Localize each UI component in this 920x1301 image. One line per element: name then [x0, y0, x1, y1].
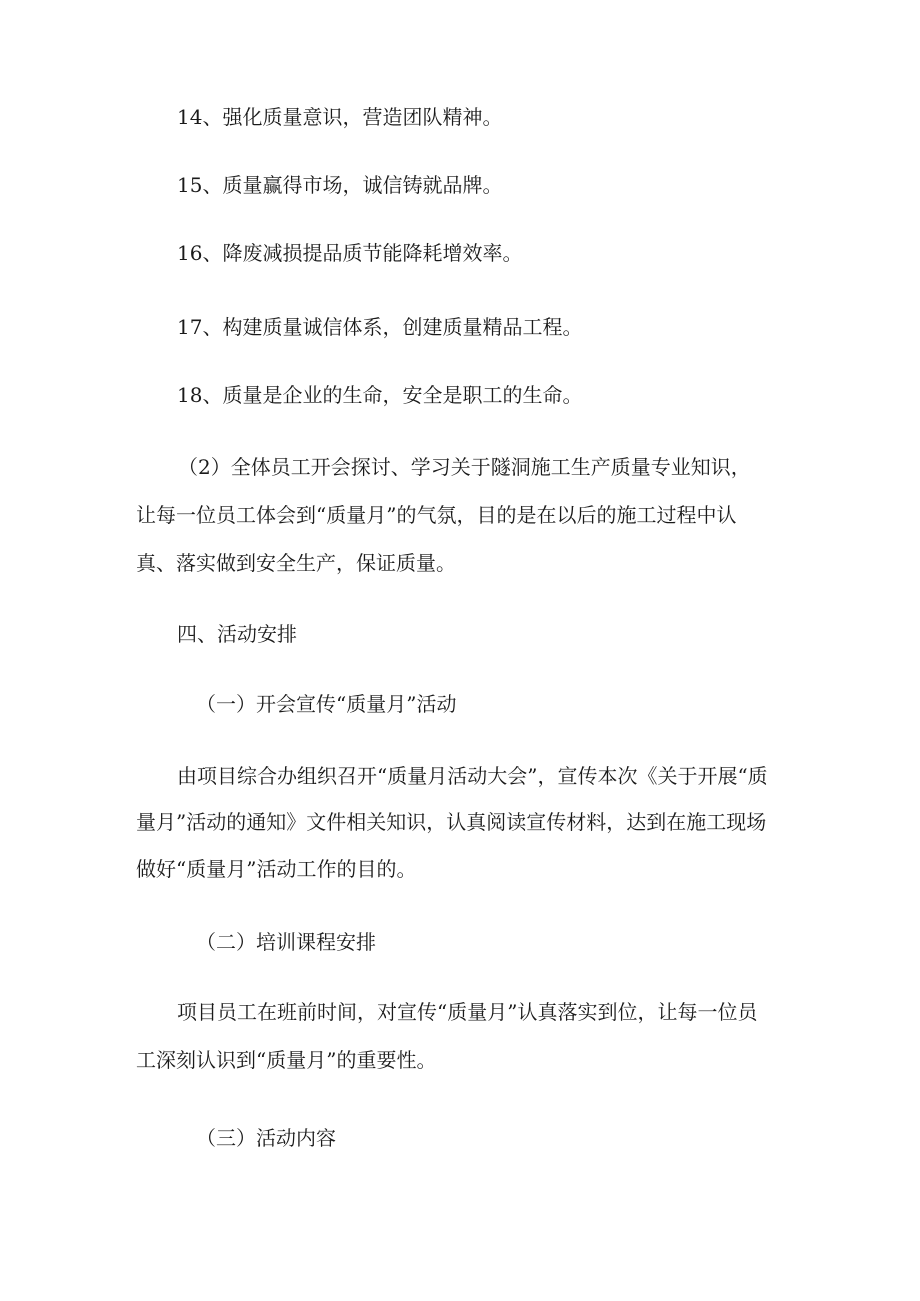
slogan-item: 17、构建质量诚信体系，创建质量精品工程。 — [177, 315, 583, 339]
paragraph-line: 做好“质量月”活动工作的目的。 — [136, 857, 417, 881]
slogan-item: 14、强化质量意识，营造团队精神。 — [177, 105, 503, 129]
paragraph-line: 真、落实做到安全生产，保证质量。 — [136, 551, 456, 575]
paragraph-line: 让每一位员工体会到“质量月”的气氛，目的是在以后的施工过程中认 — [136, 503, 737, 527]
paragraph-line: 由项目综合办组织召开“质量月活动大会”，宣传本次《关于开展“质 — [177, 764, 768, 788]
paragraph-line: （2）全体员工开会探讨、学习关于隧洞施工生产质量专业知识， — [178, 455, 751, 479]
slogan-item: 15、质量赢得市场，诚信铸就品牌。 — [177, 173, 503, 197]
subsection-heading: （三）活动内容 — [196, 1126, 336, 1150]
slogan-item: 16、降废减损提品质节能降耗增效率。 — [177, 241, 523, 265]
subsection-heading: （一）开会宣传“质量月”活动 — [196, 692, 457, 716]
slogan-item: 18、质量是企业的生命，安全是职工的生命。 — [177, 383, 583, 407]
paragraph-line: 量月”活动的通知》文件相关知识，认真阅读宣传材料，达到在施工现场 — [136, 810, 767, 834]
paragraph-line: 工深刻认识到“质量月”的重要性。 — [136, 1048, 437, 1072]
subsection-heading: （二）培训课程安排 — [196, 930, 376, 954]
section-heading: 四、活动安排 — [177, 622, 297, 646]
paragraph-line: 项目员工在班前时间，对宣传“质量月”认真落实到位，让每一位员 — [177, 1000, 758, 1024]
